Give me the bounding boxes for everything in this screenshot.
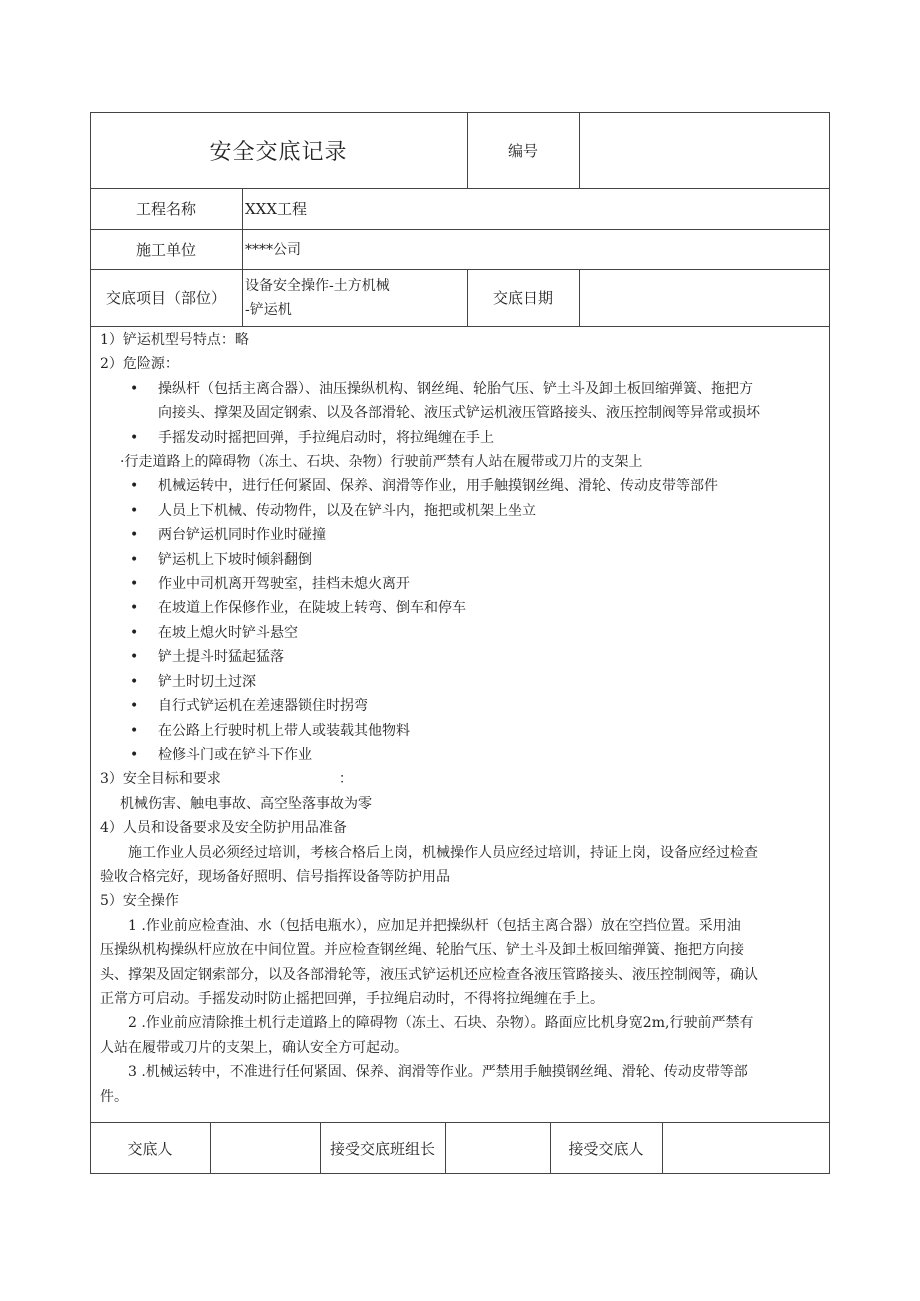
briefing-item-value[interactable]: [242, 269, 467, 326]
hazard-item: [100, 426, 824, 450]
hazard-item: [100, 474, 824, 498]
bullet-icon: •: [130, 600, 139, 617]
bullet-icon: •: [130, 673, 139, 690]
hazard-text: 向接头、撑架及固定钢索、以及各部滑轮、液压式铲运机液压管路接头、液压控制阀等异常或损坏: [158, 405, 760, 422]
hazard-text: 操纵杆（包括主离合器）、油压操纵机构、钢丝绳、轮胎气压、铲土斗及卸土板回缩弹簧、拖把方: [158, 380, 753, 397]
row-divider: [90, 326, 830, 327]
hazard-text: 铲运机上下坡时倾斜翻倒: [158, 551, 312, 568]
hazard-text: 两台铲运机同时作业时碰撞: [158, 527, 326, 544]
receiver-label: 接受交底人: [568, 1139, 644, 1158]
hazard-text: 在坡上熄火时铲斗悬空: [158, 624, 298, 641]
briefing-date-label: 交底日期: [492, 289, 553, 307]
hazard-item: [100, 596, 824, 620]
project-name-label: 工程名称: [135, 200, 196, 218]
operation-3-line1: 3 .机械运转中，不准进行任何紧固、保养、润滑等作业。严禁用手触摸钢丝绳、滑轮、传动皮带等部: [128, 1064, 748, 1081]
construction-unit-label: 施工单位: [135, 240, 196, 259]
bullet-icon: •: [130, 624, 139, 641]
hazard-item: [100, 670, 824, 694]
hazard-text: 人员上下机械、传动物件，以及在铲斗内，拖把或机架上坐立: [158, 502, 536, 519]
briefing-item-label: 交底项目（部位）: [105, 289, 226, 307]
team-leader-label: 接受交底班组长: [329, 1139, 435, 1158]
hazard-text: 检修斗门或在铲斗下作业: [158, 746, 312, 763]
operation-2-line2: 人站在履带或刀片的支架上，确认安全方可起动。: [100, 1039, 408, 1056]
section-3-goals: [100, 767, 824, 791]
bullet-icon: •: [130, 746, 139, 763]
bullet-icon: •: [130, 551, 139, 568]
section-4-personnel: 4）人员和设备要求及安全防护用品准备: [100, 820, 347, 837]
presenter-label: 交底人: [127, 1139, 173, 1158]
hazard-text: 铲土提斗时猛起猛落: [158, 649, 284, 666]
hazard-text: 手摇发动时摇把回弹，手拉绳启动时，将拉绳缠在手上: [158, 429, 494, 446]
hazard-text: 铲土时切土过深: [158, 673, 256, 690]
bullet-icon: •: [130, 649, 139, 666]
briefing-content: [100, 328, 824, 1109]
construction-unit-value[interactable]: ****公司: [245, 242, 301, 258]
hazard-item: [100, 499, 824, 523]
bullet-icon: •: [130, 429, 139, 446]
operation-2-line1: 2 .作业前应清除推土机行走道路上的障碍物（冻土、石块、杂物）。路面应比机身宽2m,行驶前严禁有: [128, 1015, 754, 1032]
hazard-item: [100, 719, 824, 743]
bullet-icon: •: [130, 576, 139, 593]
document-title: 安全交底记录: [209, 139, 348, 165]
section-3-colon: ：: [338, 771, 353, 788]
project-name-value[interactable]: XXX工程: [245, 200, 308, 218]
hazard-text: 在坡道上作保修作业，在陡坡上转弯、倒车和停车: [158, 600, 466, 617]
briefing-item-line1: 设备安全操作-土方机械: [245, 277, 390, 294]
hazard-text: 在公路上行驶时机上带人或装载其他物料: [158, 722, 410, 739]
hazard-text: 作业中司机离开驾驶室，挂档未熄火离开: [158, 576, 410, 593]
hazard-list: [100, 474, 824, 767]
section-4-body-line1: 施工作业人员必须经过培训，考核合格后上岗，机械操作人员应经过培训，持证上岗，设备应经过检查: [128, 844, 758, 861]
briefing-item-line2: -铲运机: [245, 301, 292, 318]
hazard-item-cont: [100, 401, 824, 425]
hazard-item: [100, 572, 824, 596]
hazard-item: [100, 743, 824, 767]
number-field[interactable]: [579, 112, 830, 188]
operation-1-line1: 1 .作业前应检查油、水（包括电瓶水），应加足并把操纵杆（包括主离合器）放在空挡位置。采用油: [128, 917, 741, 934]
section-3-title: 3）安全目标和要求: [100, 771, 221, 788]
hazard-item: [100, 694, 824, 718]
hazard-item: [100, 377, 824, 401]
section-1-model: 1）铲运机型号特点：略: [100, 332, 249, 348]
section-4-body-line2: 验收合格完好，现场备好照明、信号指挥设备等防护用品: [100, 868, 450, 885]
section-5-operations: 5）安全操作: [100, 893, 179, 910]
bullet-icon: •: [130, 502, 139, 519]
receiver-field[interactable]: [662, 1122, 830, 1174]
operation-3-line2: 件。: [100, 1088, 128, 1105]
bullet-icon: •: [130, 380, 139, 397]
section-3-body: 机械伤害、触电事故、高空坠落事故为零: [120, 795, 372, 812]
team-leader-field[interactable]: [445, 1122, 550, 1174]
bullet-icon: •: [130, 527, 139, 544]
hazard-item: [100, 548, 824, 572]
briefing-date-field[interactable]: [579, 269, 830, 326]
number-label: 编号: [507, 141, 538, 160]
bullet-icon: •: [130, 698, 139, 715]
hazard-item: ·行走道路上的障碍物（冻土、石块、杂物）行驶前严禁有人站在履带或刀片的支架上: [120, 454, 643, 471]
bullet-icon: •: [130, 722, 139, 739]
hazard-item: [100, 523, 824, 547]
section-2-hazards: 2）危险源：: [100, 356, 179, 373]
operation-1-line4: 正常方可启动。手摇发动时防止摇把回弹，手拉绳启动时，不得将拉绳缠在手上。: [100, 990, 604, 1007]
hazard-item: [100, 645, 824, 669]
presenter-field[interactable]: [210, 1122, 320, 1174]
hazard-item: [100, 621, 824, 645]
hazard-text: 机械运转中，进行任何紧固、保养、润滑等作业，用手触摸钢丝绳、滑轮、传动皮带等部件: [158, 478, 718, 495]
bullet-icon: •: [130, 478, 139, 495]
operation-1-line2: 压操纵机构操纵杆应放在中间位置。并应检查钢丝绳、轮胎气压、铲土斗及卸土板回缩弹簧、拖把方向接: [100, 942, 744, 959]
hazard-text: 自行式铲运机在差速器锁住时拐弯: [158, 698, 368, 715]
operation-1-line3: 头、撑架及固定钢索部分，以及各部滑轮等，液压式铲运机还应检查各液压管路接头、液压控制阀等，确认: [100, 966, 758, 983]
